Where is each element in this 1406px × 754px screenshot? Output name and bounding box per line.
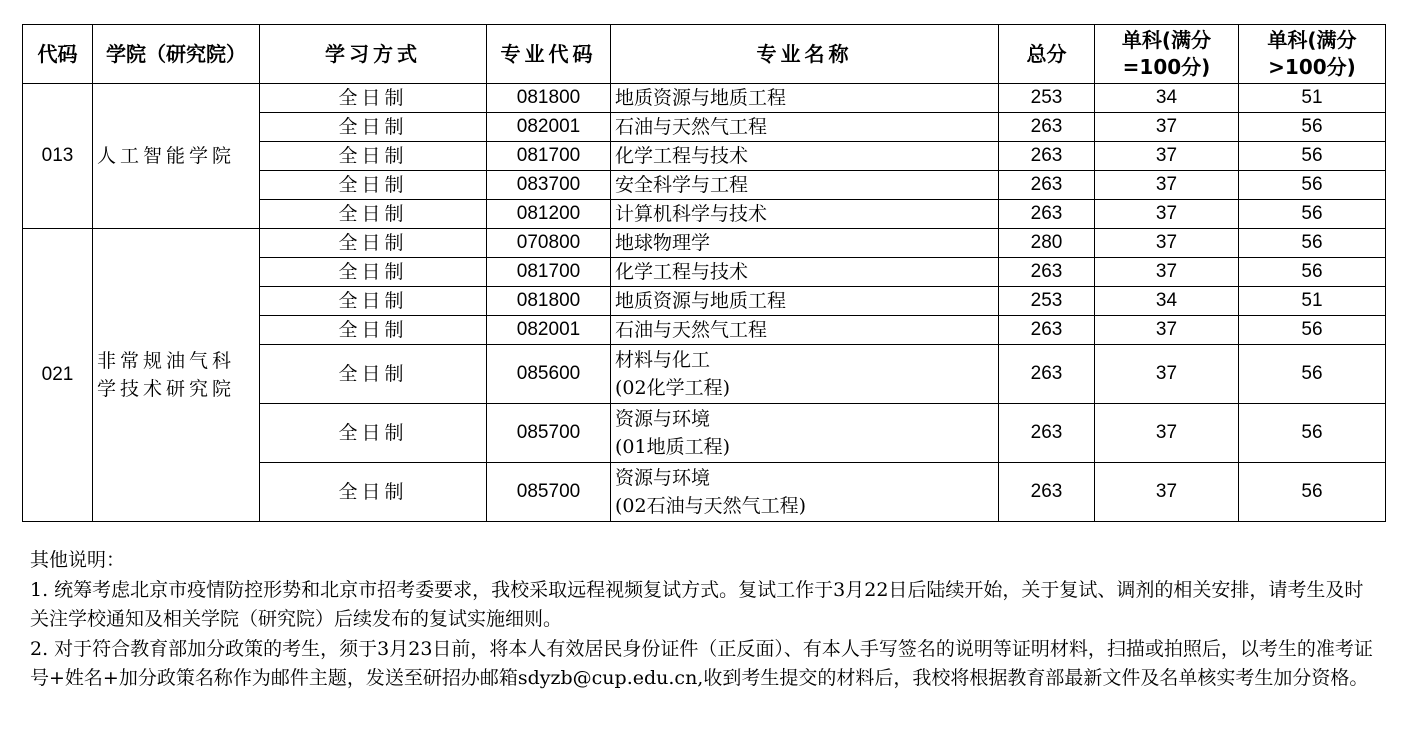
cell-major-name bbox=[611, 463, 999, 522]
header-major-name: 专业名称 bbox=[611, 25, 999, 84]
cell-single-gt100: 56 bbox=[1239, 345, 1386, 404]
cell-mode: 全日制 bbox=[260, 258, 487, 287]
cell-major-name bbox=[611, 316, 999, 345]
cell-single-100: 37 bbox=[1095, 463, 1239, 522]
major-name-line1: 石油与天然气工程 bbox=[615, 116, 768, 138]
header-single-gt100: 单科(满分>100分) bbox=[1239, 25, 1386, 84]
cell-single-100: 37 bbox=[1095, 404, 1239, 463]
cell-major-code: 082001 bbox=[487, 113, 611, 142]
cell-mode: 全日制 bbox=[260, 171, 487, 200]
cell-mode: 全日制 bbox=[260, 287, 487, 316]
cell-mode: 全日制 bbox=[260, 113, 487, 142]
cell-single-gt100: 56 bbox=[1239, 316, 1386, 345]
cell-mode: 全日制 bbox=[260, 200, 487, 229]
cell-single-100: 37 bbox=[1095, 113, 1239, 142]
cell-major-name bbox=[611, 113, 999, 142]
cell-mode: 全日制 bbox=[260, 142, 487, 171]
notes-item-2: 2. 对于符合教育部加分政策的考生，须于3月23日前，将本人有效居民身份证件（正反面）、有本人手写签名的说明等证明材料，扫描或拍照后，以考生的准考证号+姓名+加分政策名称作为邮件主题，发送至研招办邮箱sdyzb@cup.edu.cn,收到考生提交的材料后，我校将根据教育部最新文件及名单核实考生加分资格。 bbox=[30, 637, 1373, 689]
cell-single-gt100: 56 bbox=[1239, 171, 1386, 200]
major-name-line1: 安全科学与工程 bbox=[615, 174, 749, 196]
cell-total: 253 bbox=[999, 287, 1095, 316]
cell-major-code: 085600 bbox=[487, 345, 611, 404]
cell-total: 263 bbox=[999, 404, 1095, 463]
cell-single-100: 37 bbox=[1095, 171, 1239, 200]
header-single-100: 单科(满分=100分) bbox=[1095, 25, 1239, 84]
header-total: 总分 bbox=[999, 25, 1095, 84]
cell-single-gt100: 51 bbox=[1239, 84, 1386, 113]
major-name-line1: 地质资源与地质工程 bbox=[615, 290, 787, 312]
cell-major-code: 082001 bbox=[487, 316, 611, 345]
major-name-line2: (02石油与天然气工程) bbox=[615, 495, 807, 517]
cell-total: 263 bbox=[999, 345, 1095, 404]
major-name-line2: (01地质工程) bbox=[615, 436, 731, 458]
cell-total: 263 bbox=[999, 171, 1095, 200]
cell-major-name bbox=[611, 200, 999, 229]
major-name-line1: 计算机科学与技术 bbox=[615, 203, 768, 225]
cell-single-gt100: 56 bbox=[1239, 229, 1386, 258]
cell-total: 280 bbox=[999, 229, 1095, 258]
cell-total: 263 bbox=[999, 463, 1095, 522]
cell-mode: 全日制 bbox=[260, 229, 487, 258]
header-row bbox=[23, 25, 1386, 84]
cell-major-name bbox=[611, 171, 999, 200]
cell-major-code: 081700 bbox=[487, 142, 611, 171]
cell-single-gt100: 56 bbox=[1239, 404, 1386, 463]
cell-college: 人工智能学院 bbox=[93, 84, 260, 229]
major-name-line1: 化学工程与技术 bbox=[615, 261, 749, 283]
cell-single-100: 37 bbox=[1095, 200, 1239, 229]
major-name-line1: 地质资源与地质工程 bbox=[615, 87, 787, 109]
header-major-code: 专业代码 bbox=[487, 25, 611, 84]
cell-mode: 全日制 bbox=[260, 404, 487, 463]
cell-major-name bbox=[611, 404, 999, 463]
cell-major-code: 081800 bbox=[487, 287, 611, 316]
score-table bbox=[22, 24, 1386, 522]
cell-major-name bbox=[611, 345, 999, 404]
header-mode: 学习方式 bbox=[260, 25, 487, 84]
header-code: 代码 bbox=[23, 25, 93, 84]
cell-single-100: 37 bbox=[1095, 229, 1239, 258]
cell-major-code: 081700 bbox=[487, 258, 611, 287]
major-name-line2: (02化学工程) bbox=[615, 377, 731, 399]
major-name-line1: 资源与环境 bbox=[615, 408, 711, 430]
cell-total: 263 bbox=[999, 142, 1095, 171]
cell-single-100: 37 bbox=[1095, 316, 1239, 345]
cell-major-code: 070800 bbox=[487, 229, 611, 258]
cell-college: 非常规油气科学技术研究院 bbox=[93, 229, 260, 522]
cell-major-name bbox=[611, 84, 999, 113]
cell-major-code: 085700 bbox=[487, 404, 611, 463]
cell-total: 263 bbox=[999, 200, 1095, 229]
cell-total: 263 bbox=[999, 258, 1095, 287]
cell-major-name bbox=[611, 229, 999, 258]
cell-single-gt100: 56 bbox=[1239, 113, 1386, 142]
notes bbox=[30, 546, 1380, 694]
cell-single-100: 37 bbox=[1095, 345, 1239, 404]
cell-single-gt100: 56 bbox=[1239, 142, 1386, 171]
cell-major-name bbox=[611, 287, 999, 316]
cell-mode: 全日制 bbox=[260, 316, 487, 345]
table-body bbox=[23, 84, 1386, 522]
cell-major-code: 085700 bbox=[487, 463, 611, 522]
notes-item-1: 1. 统筹考虑北京市疫情防控形势和北京市招考委要求，我校采取远程视频复试方式。复试工作于3月22日后陆续开始，关于复试、调剂的相关安排，请考生及时关注学校通知及相关学院（研究院）后续发布的复试实施细则。 bbox=[30, 578, 1364, 630]
cell-single-gt100: 56 bbox=[1239, 200, 1386, 229]
cell-mode: 全日制 bbox=[260, 345, 487, 404]
cell-major-code: 081800 bbox=[487, 84, 611, 113]
major-name-line1: 资源与环境 bbox=[615, 467, 711, 489]
cell-single-100: 37 bbox=[1095, 142, 1239, 171]
cell-mode: 全日制 bbox=[260, 463, 487, 522]
major-name-line1: 材料与化工 bbox=[615, 349, 711, 371]
cell-major-code: 081200 bbox=[487, 200, 611, 229]
cell-single-gt100: 56 bbox=[1239, 258, 1386, 287]
cell-single-100: 37 bbox=[1095, 258, 1239, 287]
cell-mode: 全日制 bbox=[260, 84, 487, 113]
cell-single-gt100: 56 bbox=[1239, 463, 1386, 522]
cell-code: 021 bbox=[23, 229, 93, 522]
major-name-line1: 石油与天然气工程 bbox=[615, 319, 768, 341]
cell-total: 253 bbox=[999, 84, 1095, 113]
table-row bbox=[23, 229, 1386, 258]
cell-major-code: 083700 bbox=[487, 171, 611, 200]
cell-single-100: 34 bbox=[1095, 287, 1239, 316]
cell-major-name bbox=[611, 142, 999, 171]
notes-title: 其他说明： bbox=[30, 549, 126, 571]
cell-single-100: 34 bbox=[1095, 84, 1239, 113]
cell-single-gt100: 51 bbox=[1239, 287, 1386, 316]
header-college: 学院（研究院） bbox=[93, 25, 260, 84]
cell-major-name bbox=[611, 258, 999, 287]
major-name-line1: 化学工程与技术 bbox=[615, 145, 749, 167]
major-name-line1: 地球物理学 bbox=[615, 232, 711, 254]
cell-code: 013 bbox=[23, 84, 93, 229]
table-row bbox=[23, 84, 1386, 113]
cell-total: 263 bbox=[999, 316, 1095, 345]
cell-total: 263 bbox=[999, 113, 1095, 142]
